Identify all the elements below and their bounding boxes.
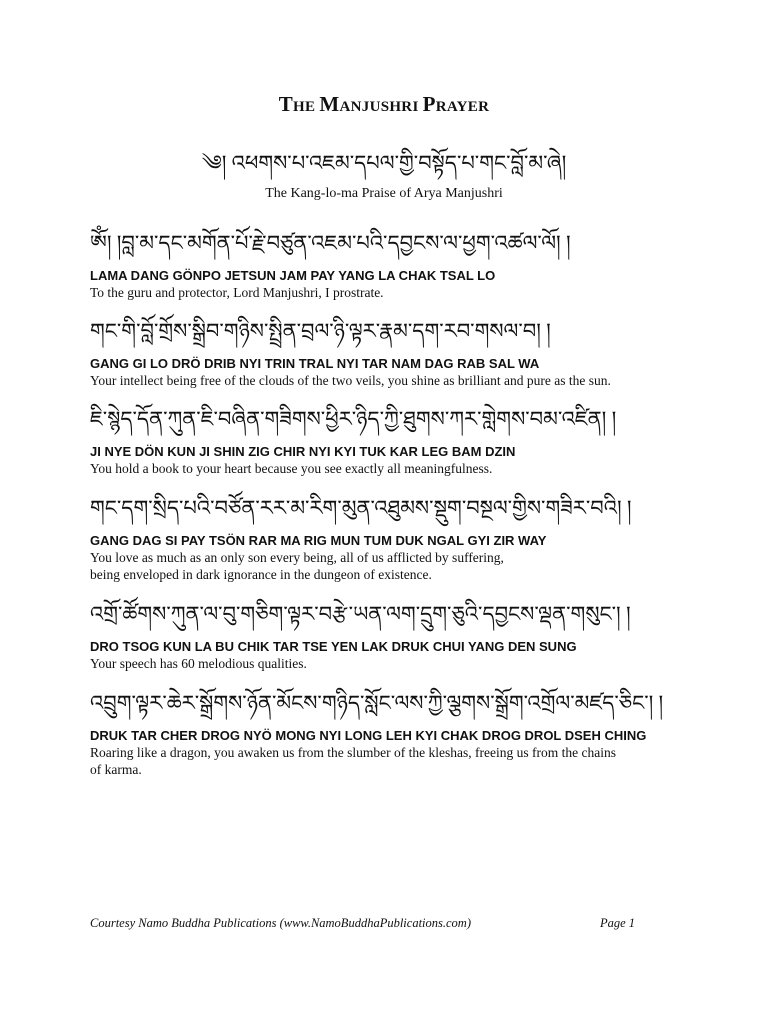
verse-5: [90, 600, 690, 672]
verse-translation: You hold a book to your heart because you see exactly all meaningfulness.: [90, 461, 493, 476]
title-t2: HE: [293, 99, 320, 115]
title-p1: P: [422, 92, 436, 116]
verse-tibetan: འགྲོ་ཚོགས་ཀུན་ལ་བུ་གཅིག་ལྟར་བརྩེ་ཡན་ལག་དྲུག་ཅུའི་དབྱངས་ལྡན་གསུང་། །: [90, 602, 631, 626]
verse-translation: You love as much as an only son every being, all of us afflicted by suffering,: [90, 550, 504, 565]
tibetan-title: ༄། འཕགས་པ་འཇམ་དཔལ་གྱི་བསྟོད་པ་གང་བློ་མ་ཞེ།: [201, 151, 567, 175]
verse-3: [90, 405, 690, 477]
title-t1: T: [278, 92, 294, 116]
verse-translation: Your intellect being free of the clouds of the two veils, you shine as brilliant and pure as the sun.: [90, 373, 611, 388]
verse-transliteration: DRO TSOG KUN LA BU CHIK TAR TSE YEN LAK DRUK CHUI YANG DEN SUNG: [90, 639, 577, 654]
verse-transliteration: LAMA DANG GÖNPO JETSUN JAM PAY YANG LA CHAK TSAL LO: [90, 268, 496, 283]
verse-tibetan: གང་དག་སྲིད་པའི་བཙོན་རར་མ་རིག་མུན་འཐུམས་སྡུག་བསྔལ་གྱིས་གཟིར་བའི། །: [90, 496, 632, 520]
verse-tibetan: ཇི་སྙེད་དོན་ཀུན་ཇི་བཞིན་གཟིགས་ཕྱིར་ཉིད་ཀྱི་ཐུགས་ཀར་གླེགས་བམ་འཛིན། །: [90, 407, 617, 431]
verse-4: [90, 494, 690, 583]
verse-tibetan: ཨོཾ། །བླ་མ་དང་མགོན་པོ་རྗེ་བཙུན་འཇམ་པའི་དབྱངས་ལ་ཕྱག་འཚལ་ལོ། །: [90, 231, 571, 255]
verse-translation: Your speech has 60 melodious qualities.: [90, 656, 307, 671]
footer-courtesy: Courtesy Namo Buddha Publications (www.NamoBuddhaPublications.com): [90, 916, 471, 930]
page-number: Page 1: [599, 916, 635, 930]
verse-translation: of karma.: [90, 762, 142, 777]
verse-2: [90, 317, 690, 389]
title-m2: ANJUSHRI: [339, 99, 423, 115]
verse-1: [90, 229, 690, 301]
verse-transliteration: JI NYE DÖN KUN JI SHIN ZIG CHIR NYI KYI TUK KAR LEG BAM DZIN: [90, 444, 516, 459]
verse-translation: Roaring like a dragon, you awaken us from the slumber of the kleshas, freeing us from the chains: [90, 745, 616, 760]
verse-transliteration: GANG DAG SI PAY TSÖN RAR MA RIG MUN TUM DUK NGAL GYI ZIR WAY: [90, 533, 547, 548]
verse-transliteration: DRUK TAR CHER DROG NYÖ MONG NYI LONG LEH KYI CHAK DROG DROL DSEH CHING: [90, 728, 647, 743]
page-footer: [90, 916, 635, 931]
page-title: [0, 92, 768, 117]
verse-transliteration: GANG GI LO DRÖ DRIB NYI TRIN TRAL NYI TAR NAM DAG RAB SAL WA: [90, 356, 540, 371]
verse-tibetan: འབྲུག་ལྟར་ཆེར་སྒྲོགས་ཉོན་མོངས་གཉིད་སློང་ལས་ཀྱི་ལྕགས་སྒྲོག་འགྲོལ་མཛད་ཅིང་། །: [90, 691, 664, 715]
verse-translation: To the guru and protector, Lord Manjushri, I prostrate.: [90, 285, 384, 300]
verse-6: [90, 689, 690, 778]
verse-tibetan: གང་གི་བློ་གྲོས་སྒྲིབ་གཉིས་སྤྲིན་བྲལ་ཉི་ལྟར་རྣམ་དག་རབ་གསལ་བ། །: [90, 319, 551, 343]
title-m1: M: [319, 92, 340, 116]
subtitle: The Kang-lo-ma Praise of Arya Manjushri: [265, 186, 503, 201]
verse-translation: being enveloped in dark ignorance in the dungeon of existence.: [90, 567, 432, 582]
title-p2: RAYER: [435, 99, 490, 115]
